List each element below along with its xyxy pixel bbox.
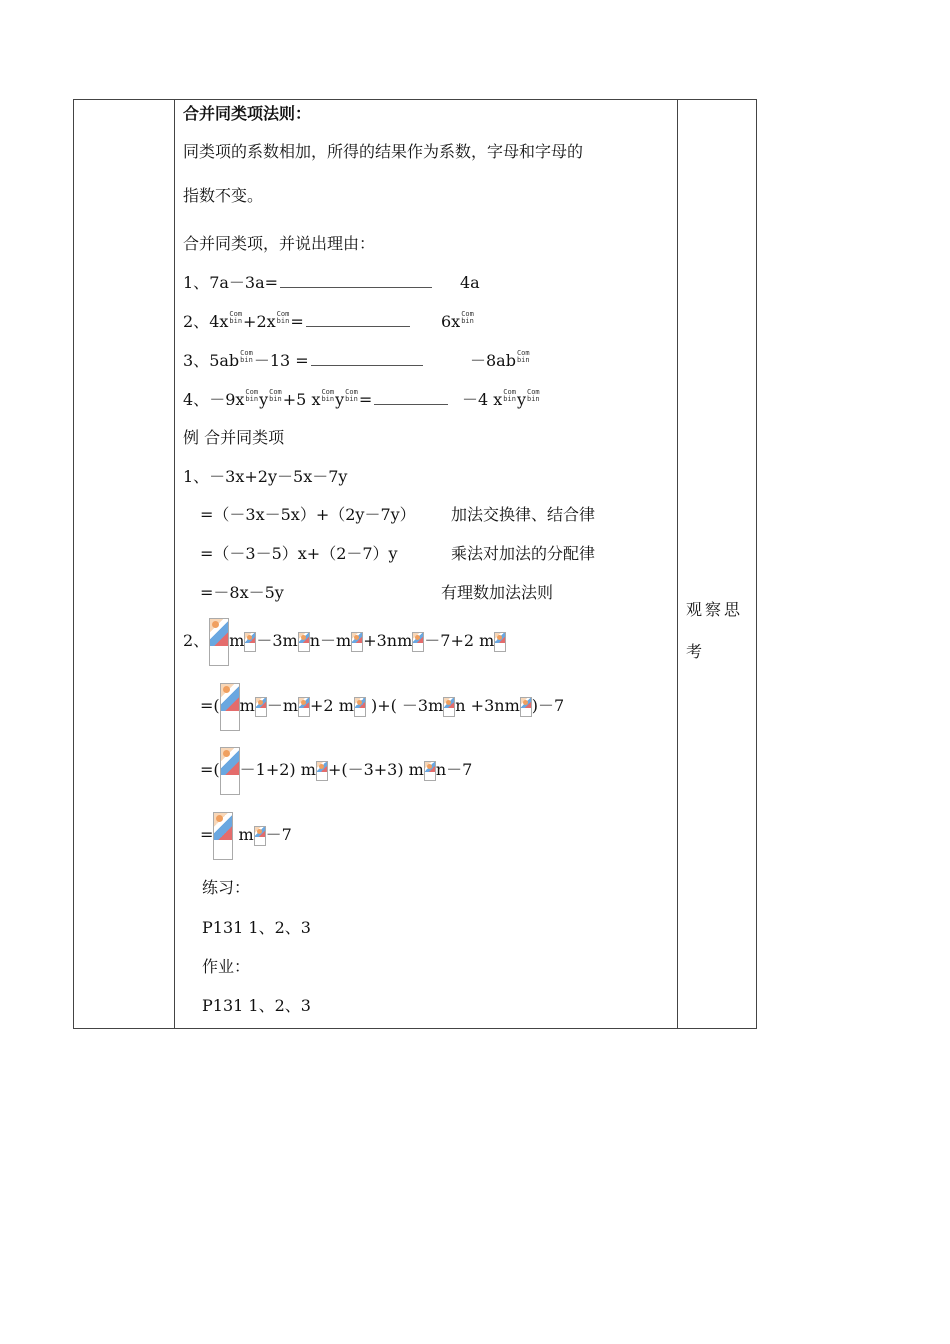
exercise-item [183, 351, 423, 371]
lesson-table [73, 99, 757, 1029]
exercise-answer: －4 x Com bin y Com bin [462, 388, 540, 409]
exercise-number: 3、 [183, 351, 210, 370]
answer-blank [306, 312, 410, 327]
exercise-number: 2、 [183, 312, 210, 331]
exercise-item [183, 273, 432, 293]
missing-image-icon [220, 683, 240, 731]
equation-exponent: Com bin [321, 388, 335, 403]
column-divider [174, 100, 175, 1028]
missing-image-icon [520, 697, 532, 717]
exercise-title: 合并同类项，并说出理由： [183, 234, 376, 253]
equation-exponent: Com bin [527, 388, 540, 403]
exercise-expression: +5 x [282, 390, 321, 409]
equation-exponent: Com bin [269, 388, 282, 403]
rule-text: 指数不变。 [183, 186, 264, 205]
equation-exponent: Com bin [345, 388, 358, 403]
exercise-expression: 7a－3a= [209, 273, 279, 292]
equation-exponent: Com bin [516, 349, 530, 364]
missing-image-icon [298, 697, 310, 717]
step-reason: 乘法对加法的分配律 [451, 544, 596, 563]
missing-image-icon [254, 826, 266, 846]
side-note: 考 [686, 642, 706, 661]
example-title: 例 合并同类项 [183, 428, 285, 447]
exercise-expression: －13 = [253, 351, 309, 370]
exercise-answer: 4a [460, 273, 480, 292]
equation-exponent: Com bin [240, 349, 253, 364]
exercise-answer: 6x Com bin [441, 310, 474, 331]
missing-image-icon [209, 618, 229, 666]
missing-image-icon [424, 761, 436, 781]
step-reason: 有理数加法法则 [441, 583, 554, 602]
missing-image-icon [351, 632, 363, 652]
exercise-number: 4、 [183, 390, 210, 409]
equation-exponent: Com bin [461, 310, 474, 325]
missing-image-icon [412, 632, 424, 652]
equation-exponent: Com bin [503, 388, 516, 403]
example-step: =（－3－5）x+（2－7）y [200, 544, 398, 563]
example-step: =－8x－5y [200, 583, 284, 602]
homework-reference: P131 1、2、3 [202, 996, 311, 1015]
step-reason: 加法交换律、结合律 [451, 505, 596, 524]
homework-label: 作业： [202, 957, 251, 976]
exercise-expression: 5ab [209, 351, 240, 370]
exercise-expression: +2x [243, 312, 276, 331]
exercise-expression: 4x [209, 312, 229, 331]
example-step: 1、－3x+2y－5x－7y [183, 467, 348, 486]
missing-image-icon [494, 632, 506, 652]
exercise-expression: y [259, 390, 269, 409]
missing-image-icon [298, 632, 310, 652]
exercise-item [183, 312, 410, 332]
missing-image-icon [220, 747, 240, 795]
example-step: =( m －m +2 m )+( －3m n +3nm )－7 [200, 682, 564, 731]
column-divider [677, 100, 678, 1028]
equation-exponent: Com bin [276, 310, 290, 325]
missing-image-icon [255, 697, 267, 717]
rule-text: 同类项的系数相加，所得的结果作为系数，字母和字母的 [183, 142, 584, 161]
missing-image-icon [354, 697, 366, 717]
equation-exponent: Com bin [245, 388, 259, 403]
answer-blank [280, 273, 432, 288]
example-step: = m －7 [200, 811, 292, 860]
example-step: =（－3x－5x）+（2y－7y） [200, 505, 416, 524]
missing-image-icon [443, 697, 455, 717]
rule-title: 合并同类项法则： [183, 104, 312, 123]
answer-blank [374, 390, 448, 405]
exercise-expression: = [290, 312, 304, 331]
exercise-expression: －9x [209, 390, 245, 409]
answer-blank [311, 351, 423, 366]
example-step: =( －1+2) m +(－3+3) m n－7 [200, 746, 472, 795]
exercise-item [183, 390, 448, 410]
exercise-expression: y [335, 390, 345, 409]
equation-exponent: Com bin [229, 310, 243, 325]
practice-label: 练习： [202, 878, 251, 897]
practice-reference: P131 1、2、3 [202, 918, 311, 937]
side-note: 观察思 [686, 600, 744, 619]
missing-image-icon [316, 761, 328, 781]
example-step: 2、 m －3m n－m +3nm －7+2 m [183, 617, 506, 666]
exercise-expression: = [358, 390, 373, 409]
exercise-answer: －8ab Com bin [470, 349, 530, 370]
missing-image-icon [213, 812, 233, 860]
exercise-number: 1、 [183, 273, 210, 292]
missing-image-icon [244, 632, 256, 652]
